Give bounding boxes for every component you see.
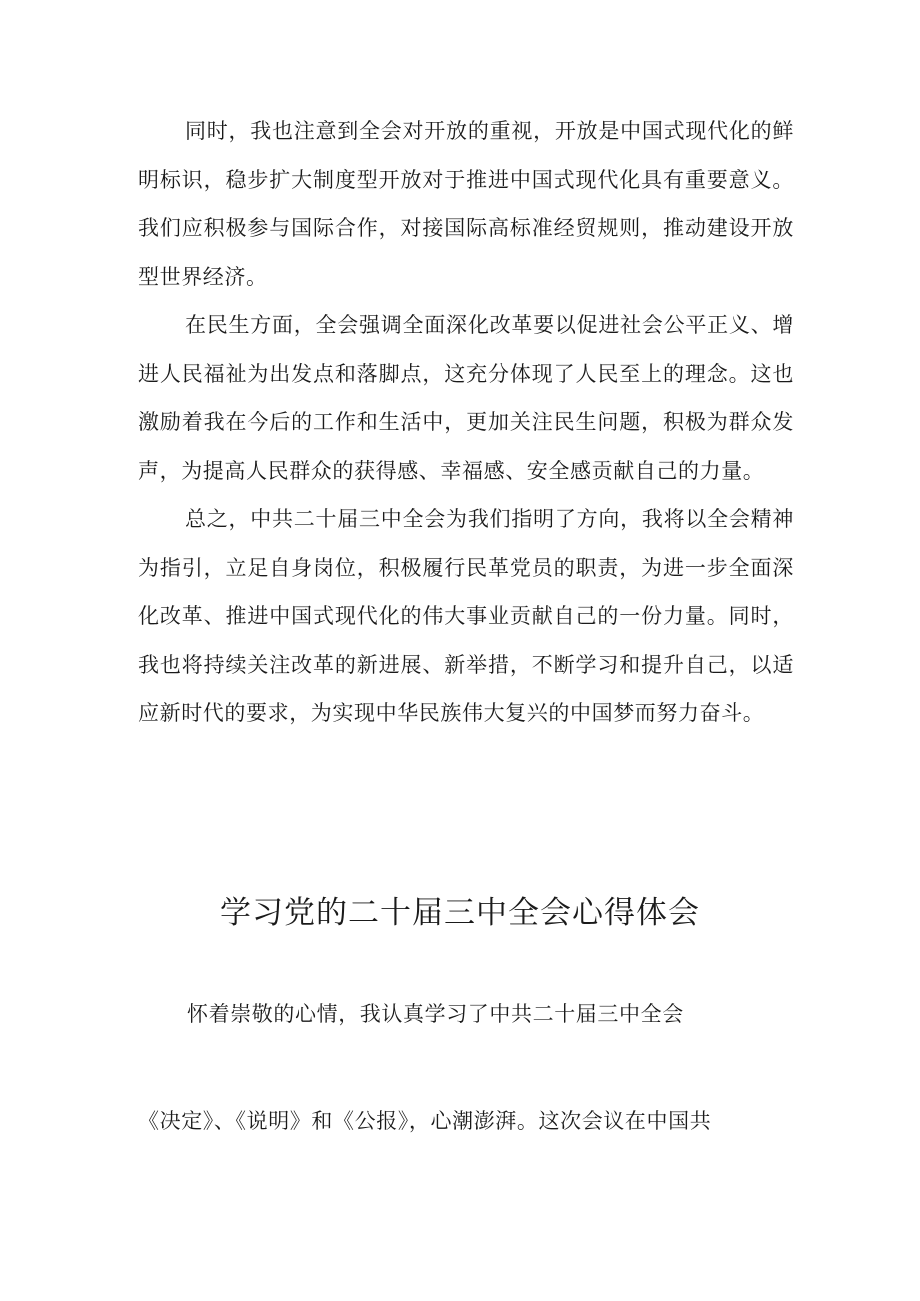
continuation-line: 《决定》、《说明》和《公报》，心潮澎湃。这次会议在中国共 bbox=[138, 1109, 712, 1133]
paragraph-openness: 同时，我也注意到全会对开放的重视，开放是中国式现代化的鲜明标识，稳步扩大制度型开放对于推进中国式现代化具有重要意义。我们应积极参与国际合作，对接国际高标准经贸规则，推动建设开放型世界经济。 bbox=[138, 119, 794, 289]
intro-line: 怀着崇敬的心情，我认真学习了中共二十届三中全会 bbox=[187, 1002, 684, 1026]
paragraph-conclusion: 总之，中共二十届三中全会为我们指明了方向，我将以全会精神为指引，立足自身岗位，积极履行民革党员的职责，为进一步全面深化改革、推进中国式现代化的伟大事业贡献自己的一份力量。同时，我也将持续关注改革的新进展、新举措，不断学习和提升自己，以适应新时代的要求，为实现中华民族伟大复兴的中国梦而努力奋斗。 bbox=[138, 507, 794, 725]
document-title: 学习党的二十届三中全会心得体会 bbox=[220, 895, 700, 931]
paragraph-livelihood: 在民生方面，全会强调全面深化改革要以促进社会公平正义、增进人民福祉为出发点和落脚点，这充分体现了人民至上的理念。这也激励着我在今后的工作和生活中，更加关注民生问题，积极为群众发声，为提高人民群众的获得感、幸福感、安全感贡献自己的力量。 bbox=[138, 313, 794, 483]
body-text-block bbox=[138, 107, 794, 738]
